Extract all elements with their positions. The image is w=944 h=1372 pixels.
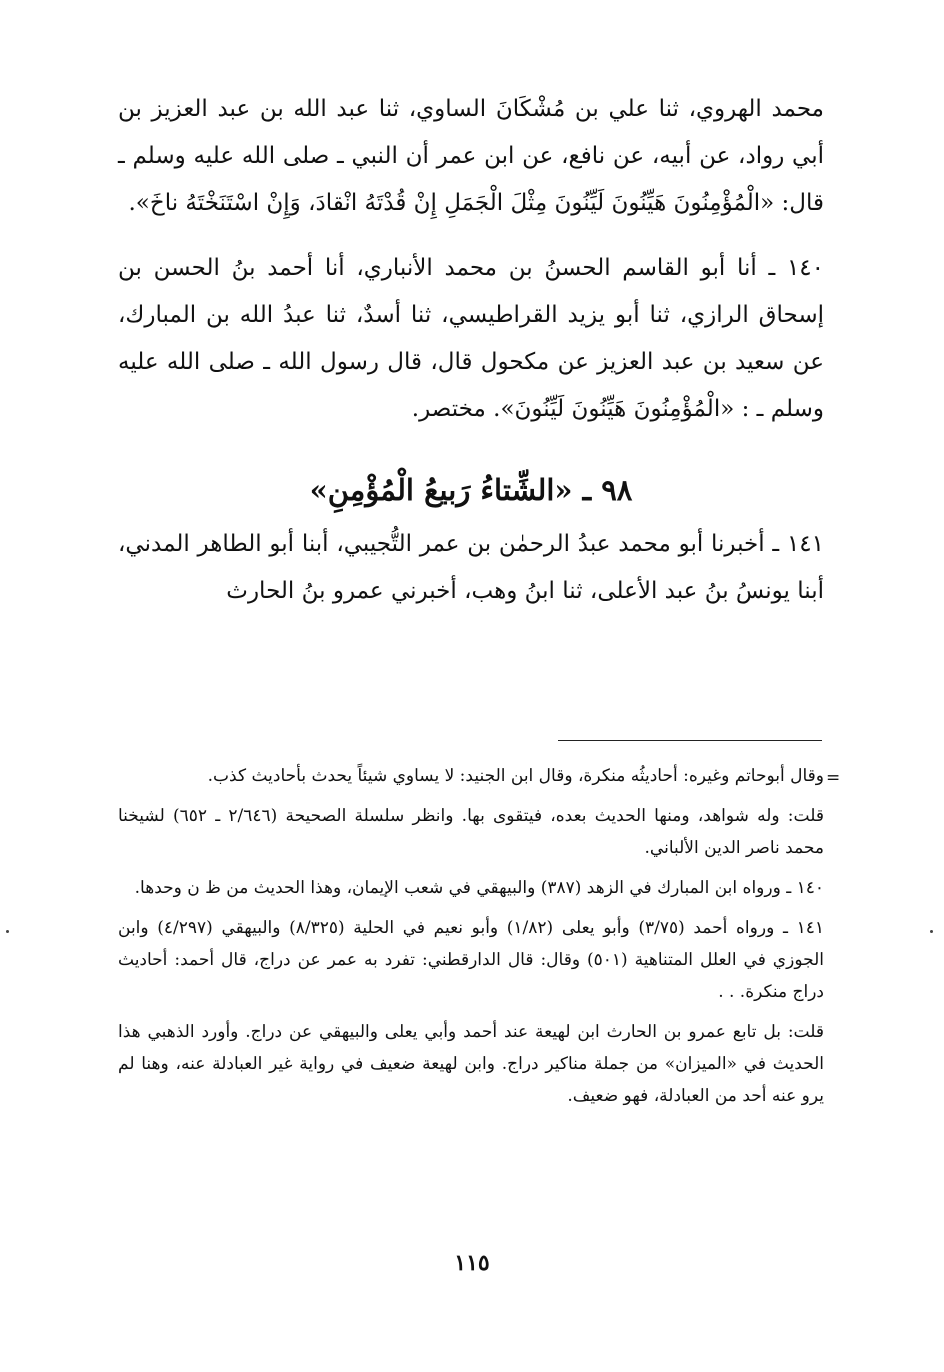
paragraph-continuation: محمد الهروي، ثنا علي بن مُشْكَانَ الساوي، ثنا عبد الله بن عبد العزيز بن أبي رواد، عن أبيه، عن نافع، عن ابن عمر أن النبي ـ صلى الله عليه وسلم ـ قال: «الْمُؤْمِنُونَ هَيِّنُونَ لَيِّنُونَ مِثْلَ الْجَمَلِ إِنْ قُدْتَهُ انْقادَ، وَإِنْ اسْتَنَخْتَهُ ناخَ». xyxy=(118,96,824,216)
footnotes xyxy=(118,760,824,1120)
paragraph-hadith-141: ١٤١ ـ أخبرنا أبو محمد عبدُ الرحمٰن بن عمر التُّجيبي، أبنا أبو الطاهر المدني، أبنا يونسُ بنُ عبد الأعلى، ثنا ابنُ وهب، أخبرني عمرو بنُ الحارث xyxy=(118,531,824,604)
footnote-140: ١٤٠ ـ ورواه ابن المبارك في الزهد (٣٨٧) والبيهقي في شعب الإيمان، وهذا الحديث من ظ ن وحدها. xyxy=(134,878,824,898)
footnote-continued: وقال أبوحاتم وغيره: أحاديثُه منكرة، وقال ابن الجنيد: لا يساوي شيئاً يحدث بأحاديث كذب. xyxy=(207,766,824,786)
scan-speck xyxy=(930,930,933,933)
main-text xyxy=(118,86,824,615)
footnote-141: ١٤١ ـ ورواه أحمد (٣/٧٥) وأبو يعلى (١/٨٢) وأبو نعيم في الحلية (٨/٣٢٥) والبيهقي (٤/٢٩٧) وابن الجوزي في العلل المتناهية (٥٠١) وقال: قال الدارقطني: تفرد به عمر عن دراج، قال أحمد: أحاديث دراج منكرة. . . xyxy=(118,918,824,1002)
page-number: ١١٥ xyxy=(454,1250,490,1276)
footnote-divider xyxy=(558,740,822,741)
paragraph-gap xyxy=(118,227,824,245)
footnote-141-comment: قلت: بل تابع عمرو بن الحارث ابن لهيعة عند أحمد وأبي يعلى والبيهقي عن دراج. وأورد الذهبي هذا الحديث في «الميزان» من جملة مناكير دراج. وابن لهيعة ضعيف في رواية غير العبادلة عنه، وهنا لم يرو عنه أحد من العبادلة، فهو ضعيف. xyxy=(118,1022,824,1106)
footnote-continuation-mark: = xyxy=(826,768,841,788)
scan-speck xyxy=(6,930,9,933)
section-heading-98: ٩٨ ـ «الشِّتاءُ رَبيعُ الْمُؤْمِنِ» xyxy=(309,473,633,507)
paragraph-hadith-140: ١٤٠ ـ أنا أبو القاسم الحسنُ بن محمد الأنباري، أنا أحمد بنُ الحسن بن إسحاق الرازي، ثنا أبو يزيد القراطيسي، ثنا أسدٌ، ثنا عبدُ الله بن المبارك، عن سعيد بن عبد العزيز عن مكحول قال، قال رسول الله ـ صلى الله عليه وسلم ـ : «الْمُؤْمِنُونَ هَيِّنُونَ لَيِّنُونَ». مختصر. xyxy=(118,255,824,422)
footnote-comment: قلت: وله شواهد، ومنها الحديث بعده، فيتقوى بها. وانظر سلسلة الصحيحة (٢/٦٤٦ ـ ٦٥٢) لشيخنا محمد ناصر الدين الألباني. xyxy=(118,806,824,858)
